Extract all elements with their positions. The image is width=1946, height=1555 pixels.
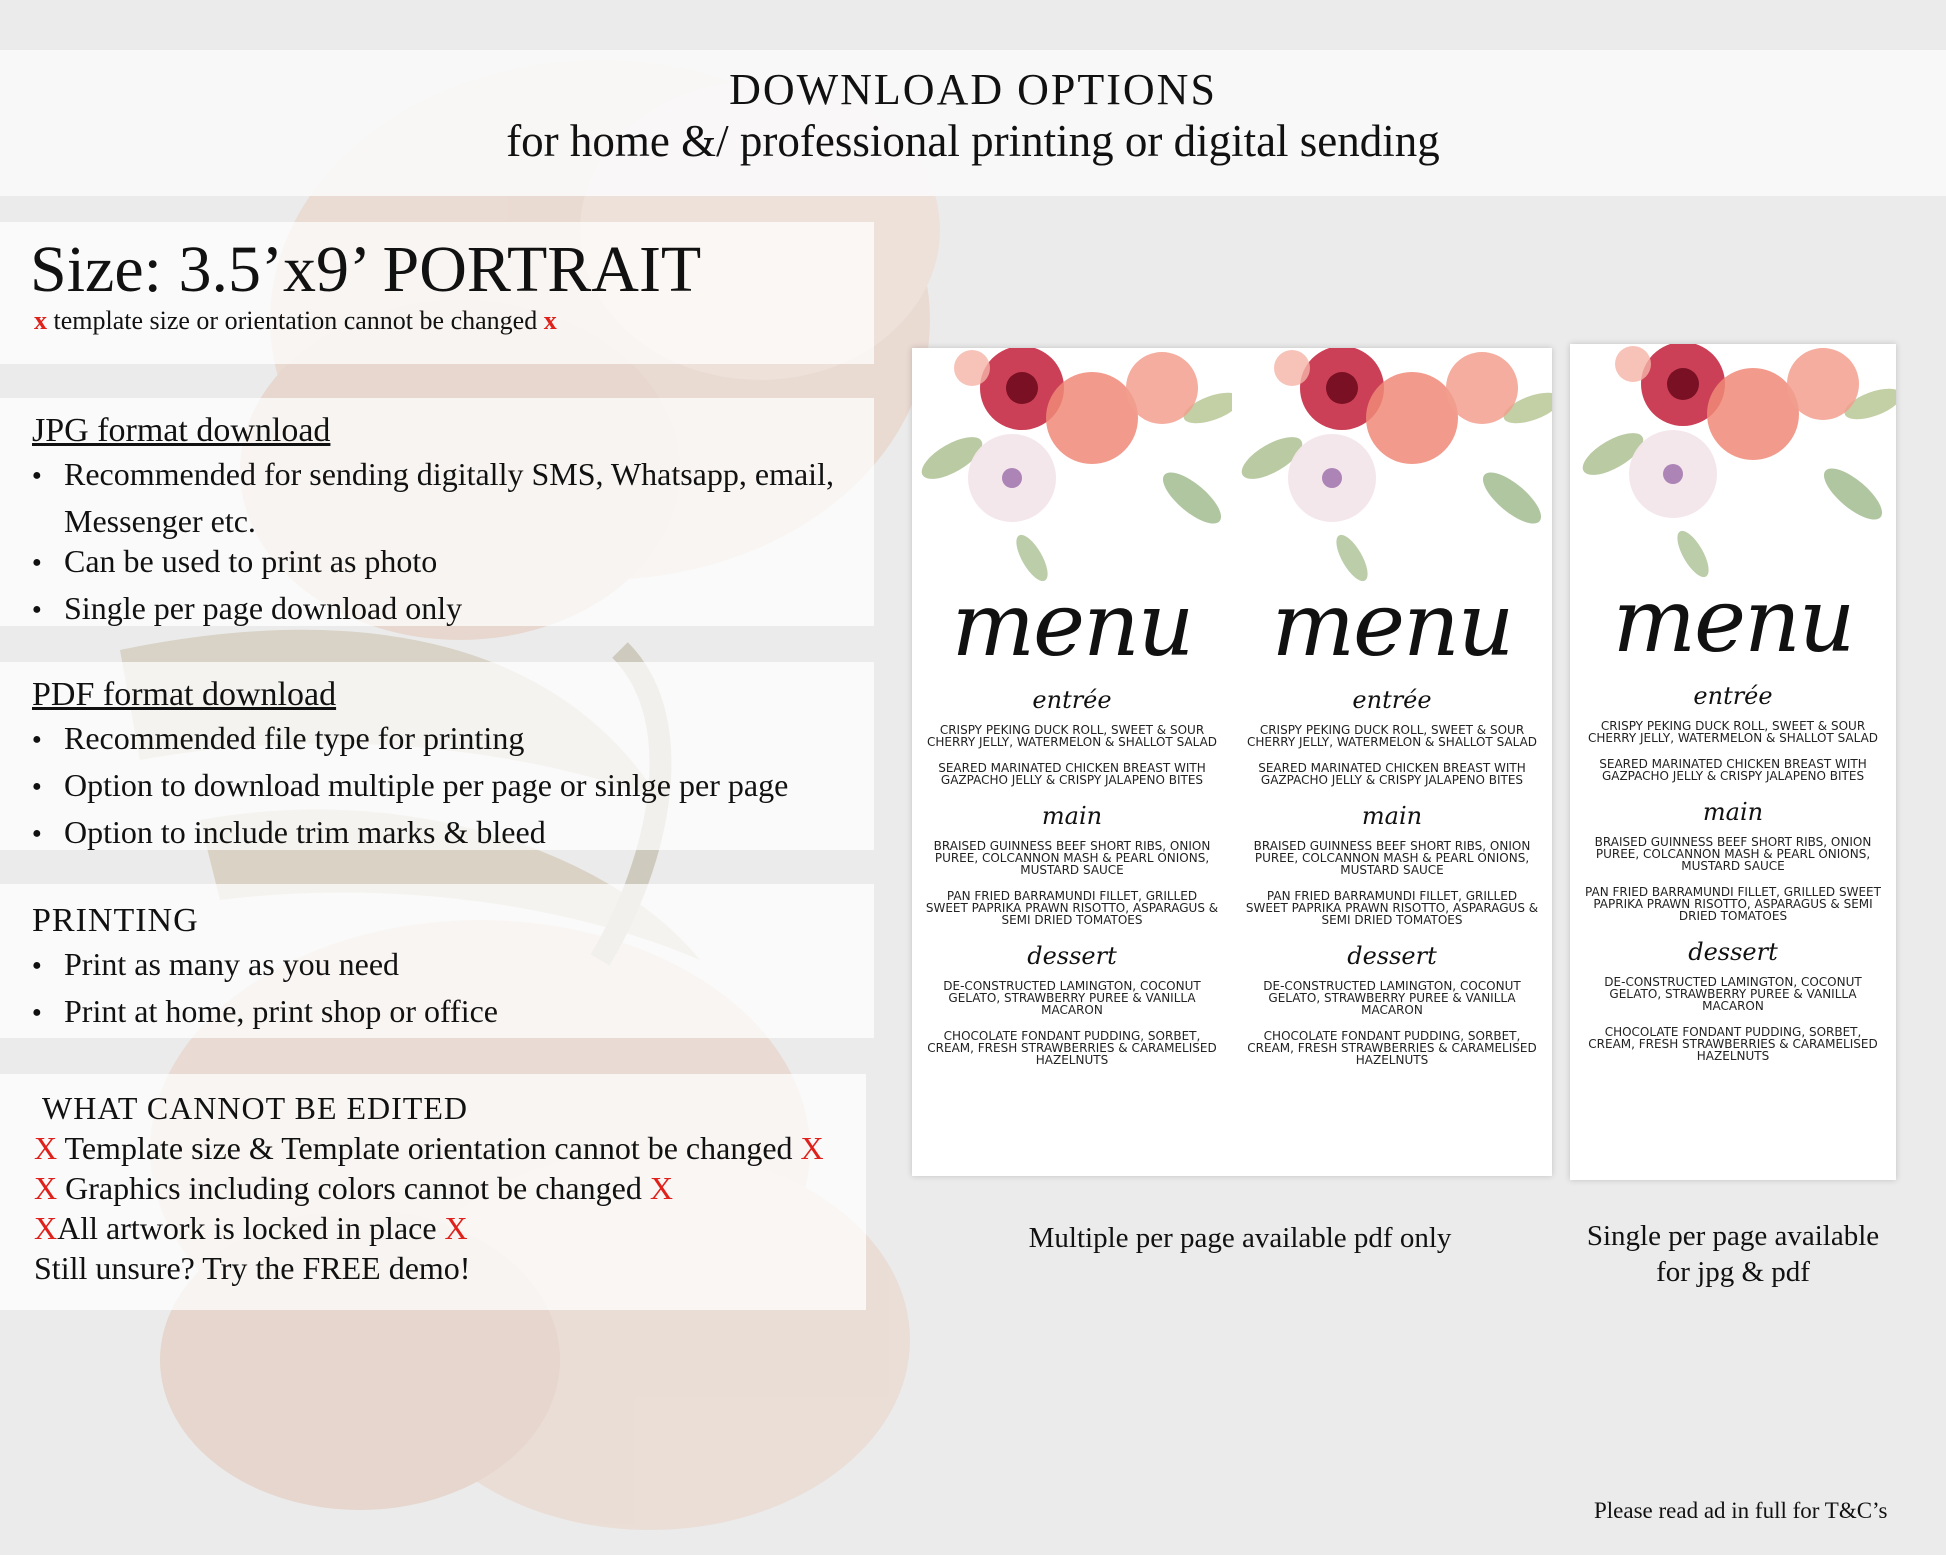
dish-item: PAN FRIED BARRAMUNDI FILLET, GRILLED SWEET PAPRIKA PRAWN RISOTTO, ASPARAGUS & SEMI DRIED TOMATOES bbox=[925, 889, 1219, 927]
menu-card-column bbox=[1232, 348, 1552, 1176]
dish-item: DE-CONSTRUCTED LAMINGTON, COCONUT GELATO, STRAWBERRY PUREE & VANILLA MACARON bbox=[1604, 975, 1862, 1013]
size-note bbox=[0, 306, 874, 336]
dish-item: CHOCOLATE FONDANT PUDDING, SORBET, CREAM, FRESH STRAWBERRIES & CARAMELISED HAZELNUTS bbox=[1588, 1025, 1878, 1063]
printing-title: PRINTING bbox=[32, 902, 199, 939]
menu-title: menu bbox=[1271, 573, 1513, 676]
course-heading: entrée bbox=[1032, 686, 1112, 714]
x-mark: x bbox=[34, 306, 47, 335]
dish-item: BRAISED GUINNESS BEEF SHORT RIBS, ONION PUREE, COLCANNON MASH & PEARL ONIONS, MUSTARD SAUCE bbox=[933, 839, 1211, 877]
x-mark: x bbox=[543, 306, 557, 335]
cannot-edit-item: X Graphics including colors cannot be changed X bbox=[34, 1170, 673, 1206]
cannot-edit-box bbox=[0, 1074, 866, 1310]
course-heading: main bbox=[1702, 798, 1764, 826]
footer-note: Please read ad in full for T&C’s bbox=[1594, 1498, 1888, 1523]
cannot-edit-item: X Template size & Template orientation cannot be changed X bbox=[34, 1130, 824, 1166]
list-item: ● Single per page download only bbox=[32, 588, 874, 635]
cannot-edit-item: XAll artwork is locked in place X bbox=[34, 1210, 468, 1246]
x-mark: X bbox=[34, 1130, 58, 1166]
course-heading: dessert bbox=[1347, 942, 1437, 970]
floral-decoration bbox=[912, 348, 1232, 598]
page-title: DOWNLOAD OPTIONS bbox=[729, 65, 1217, 114]
floral-decoration bbox=[1232, 348, 1552, 598]
dish-item: CHOCOLATE FONDANT PUDDING, SORBET, CREAM, FRESH STRAWBERRIES & CARAMELISED HAZELNUTS bbox=[927, 1029, 1217, 1067]
menu-card-column bbox=[912, 348, 1232, 1176]
menu-preview-multiple bbox=[912, 348, 1552, 1176]
size-box bbox=[0, 222, 874, 364]
pdf-box bbox=[0, 662, 874, 850]
printing-list bbox=[32, 944, 874, 1038]
dish-item: CRISPY PEKING DUCK ROLL, SWEET & SOUR CHERRY JELLY, WATERMELON & SHALLOT SALAD bbox=[1246, 723, 1538, 749]
size-note-text: template size or orientation cannot be changed bbox=[53, 306, 538, 335]
demo-note: Still unsure? Try the FREE demo! bbox=[34, 1250, 471, 1286]
menu-title: menu bbox=[1612, 569, 1854, 672]
course-heading: main bbox=[1041, 802, 1103, 830]
menu-preview-single bbox=[1570, 344, 1896, 1180]
list-item: ● Can be used to print as photo bbox=[32, 541, 874, 588]
header-band bbox=[0, 50, 1946, 196]
menu-title: menu bbox=[951, 573, 1193, 676]
dish-item: BRAISED GUINNESS BEEF SHORT RIBS, ONION PUREE, COLCANNON MASH & PEARL ONIONS, MUSTARD SAUCE bbox=[1253, 839, 1531, 877]
pdf-list bbox=[32, 718, 874, 859]
menu-content bbox=[1570, 569, 1896, 1076]
x-mark: X bbox=[34, 1210, 58, 1246]
x-mark: X bbox=[34, 1170, 58, 1206]
dish-item: CHOCOLATE FONDANT PUDDING, SORBET, CREAM, FRESH STRAWBERRIES & CARAMELISED HAZELNUTS bbox=[1247, 1029, 1537, 1067]
printing-box bbox=[0, 884, 874, 1038]
dish-item: CRISPY PEKING DUCK ROLL, SWEET & SOUR CHERRY JELLY, WATERMELON & SHALLOT SALAD bbox=[1587, 719, 1879, 745]
x-mark: X bbox=[800, 1130, 824, 1166]
page-subtitle: for home &/ professional printing or digital sending bbox=[506, 116, 1440, 166]
size-heading: Size: 3.5’x9’ PORTRAIT bbox=[30, 233, 702, 306]
pdf-title: PDF format download bbox=[32, 676, 337, 713]
dish-item: SEARED MARINATED CHICKEN BREAST WITH GAZPACHO JELLY & CRISPY JALAPENO BITES bbox=[1258, 761, 1526, 787]
menu-card-column bbox=[1570, 344, 1896, 1180]
jpg-list bbox=[32, 454, 874, 635]
caption-multiple: Multiple per page available pdf only bbox=[1028, 1222, 1452, 1254]
jpg-box bbox=[0, 398, 874, 626]
list-item: ● Option to include trim marks & bleed bbox=[32, 812, 874, 859]
dish-item: BRAISED GUINNESS BEEF SHORT RIBS, ONION PUREE, COLCANNON MASH & PEARL ONIONS, MUSTARD SAUCE bbox=[1594, 835, 1872, 873]
dish-item: DE-CONSTRUCTED LAMINGTON, COCONUT GELATO, STRAWBERRY PUREE & VANILLA MACARON bbox=[943, 979, 1201, 1017]
dish-item: CRISPY PEKING DUCK ROLL, SWEET & SOUR CHERRY JELLY, WATERMELON & SHALLOT SALAD bbox=[926, 723, 1218, 749]
list-item: ● Print as many as you need bbox=[32, 944, 874, 991]
menu-content bbox=[1232, 573, 1552, 1080]
x-mark: X bbox=[444, 1210, 468, 1246]
dish-item: SEARED MARINATED CHICKEN BREAST WITH GAZPACHO JELLY & CRISPY JALAPENO BITES bbox=[1599, 757, 1867, 783]
menu-content bbox=[912, 573, 1232, 1080]
dish-item: PAN FRIED BARRAMUNDI FILLET, GRILLED SWEET PAPRIKA PRAWN RISOTTO, ASPARAGUS & SEMI DRIED TOMATOES bbox=[1245, 889, 1539, 927]
course-heading: dessert bbox=[1688, 938, 1778, 966]
list-item: ● Recommended for sending digitally SMS, Whatsapp, email, Messenger etc. bbox=[32, 454, 874, 541]
list-item: ● Option to download multiple per page or sinlge per page bbox=[32, 765, 874, 812]
course-heading: entrée bbox=[1693, 682, 1773, 710]
cannot-edit-title: WHAT CANNOT BE EDITED bbox=[42, 1090, 468, 1126]
course-heading: dessert bbox=[1027, 942, 1117, 970]
dish-item: SEARED MARINATED CHICKEN BREAST WITH GAZPACHO JELLY & CRISPY JALAPENO BITES bbox=[938, 761, 1206, 787]
list-item: ● Recommended file type for printing bbox=[32, 718, 874, 765]
floral-decoration bbox=[1570, 344, 1896, 594]
course-heading: main bbox=[1361, 802, 1423, 830]
dish-item: DE-CONSTRUCTED LAMINGTON, COCONUT GELATO, STRAWBERRY PUREE & VANILLA MACARON bbox=[1263, 979, 1521, 1017]
course-heading: entrée bbox=[1352, 686, 1432, 714]
list-item: ● Print at home, print shop or office bbox=[32, 991, 874, 1038]
x-mark: X bbox=[649, 1170, 673, 1206]
jpg-title: JPG format download bbox=[32, 412, 331, 449]
caption-single: Single per page available for jpg & pdf bbox=[1586, 1220, 1880, 1288]
dish-item: PAN FRIED BARRAMUNDI FILLET, GRILLED SWEET PAPRIKA PRAWN RISOTTO, ASPARAGUS & SEMI DRIED TOMATOES bbox=[1585, 885, 1881, 923]
